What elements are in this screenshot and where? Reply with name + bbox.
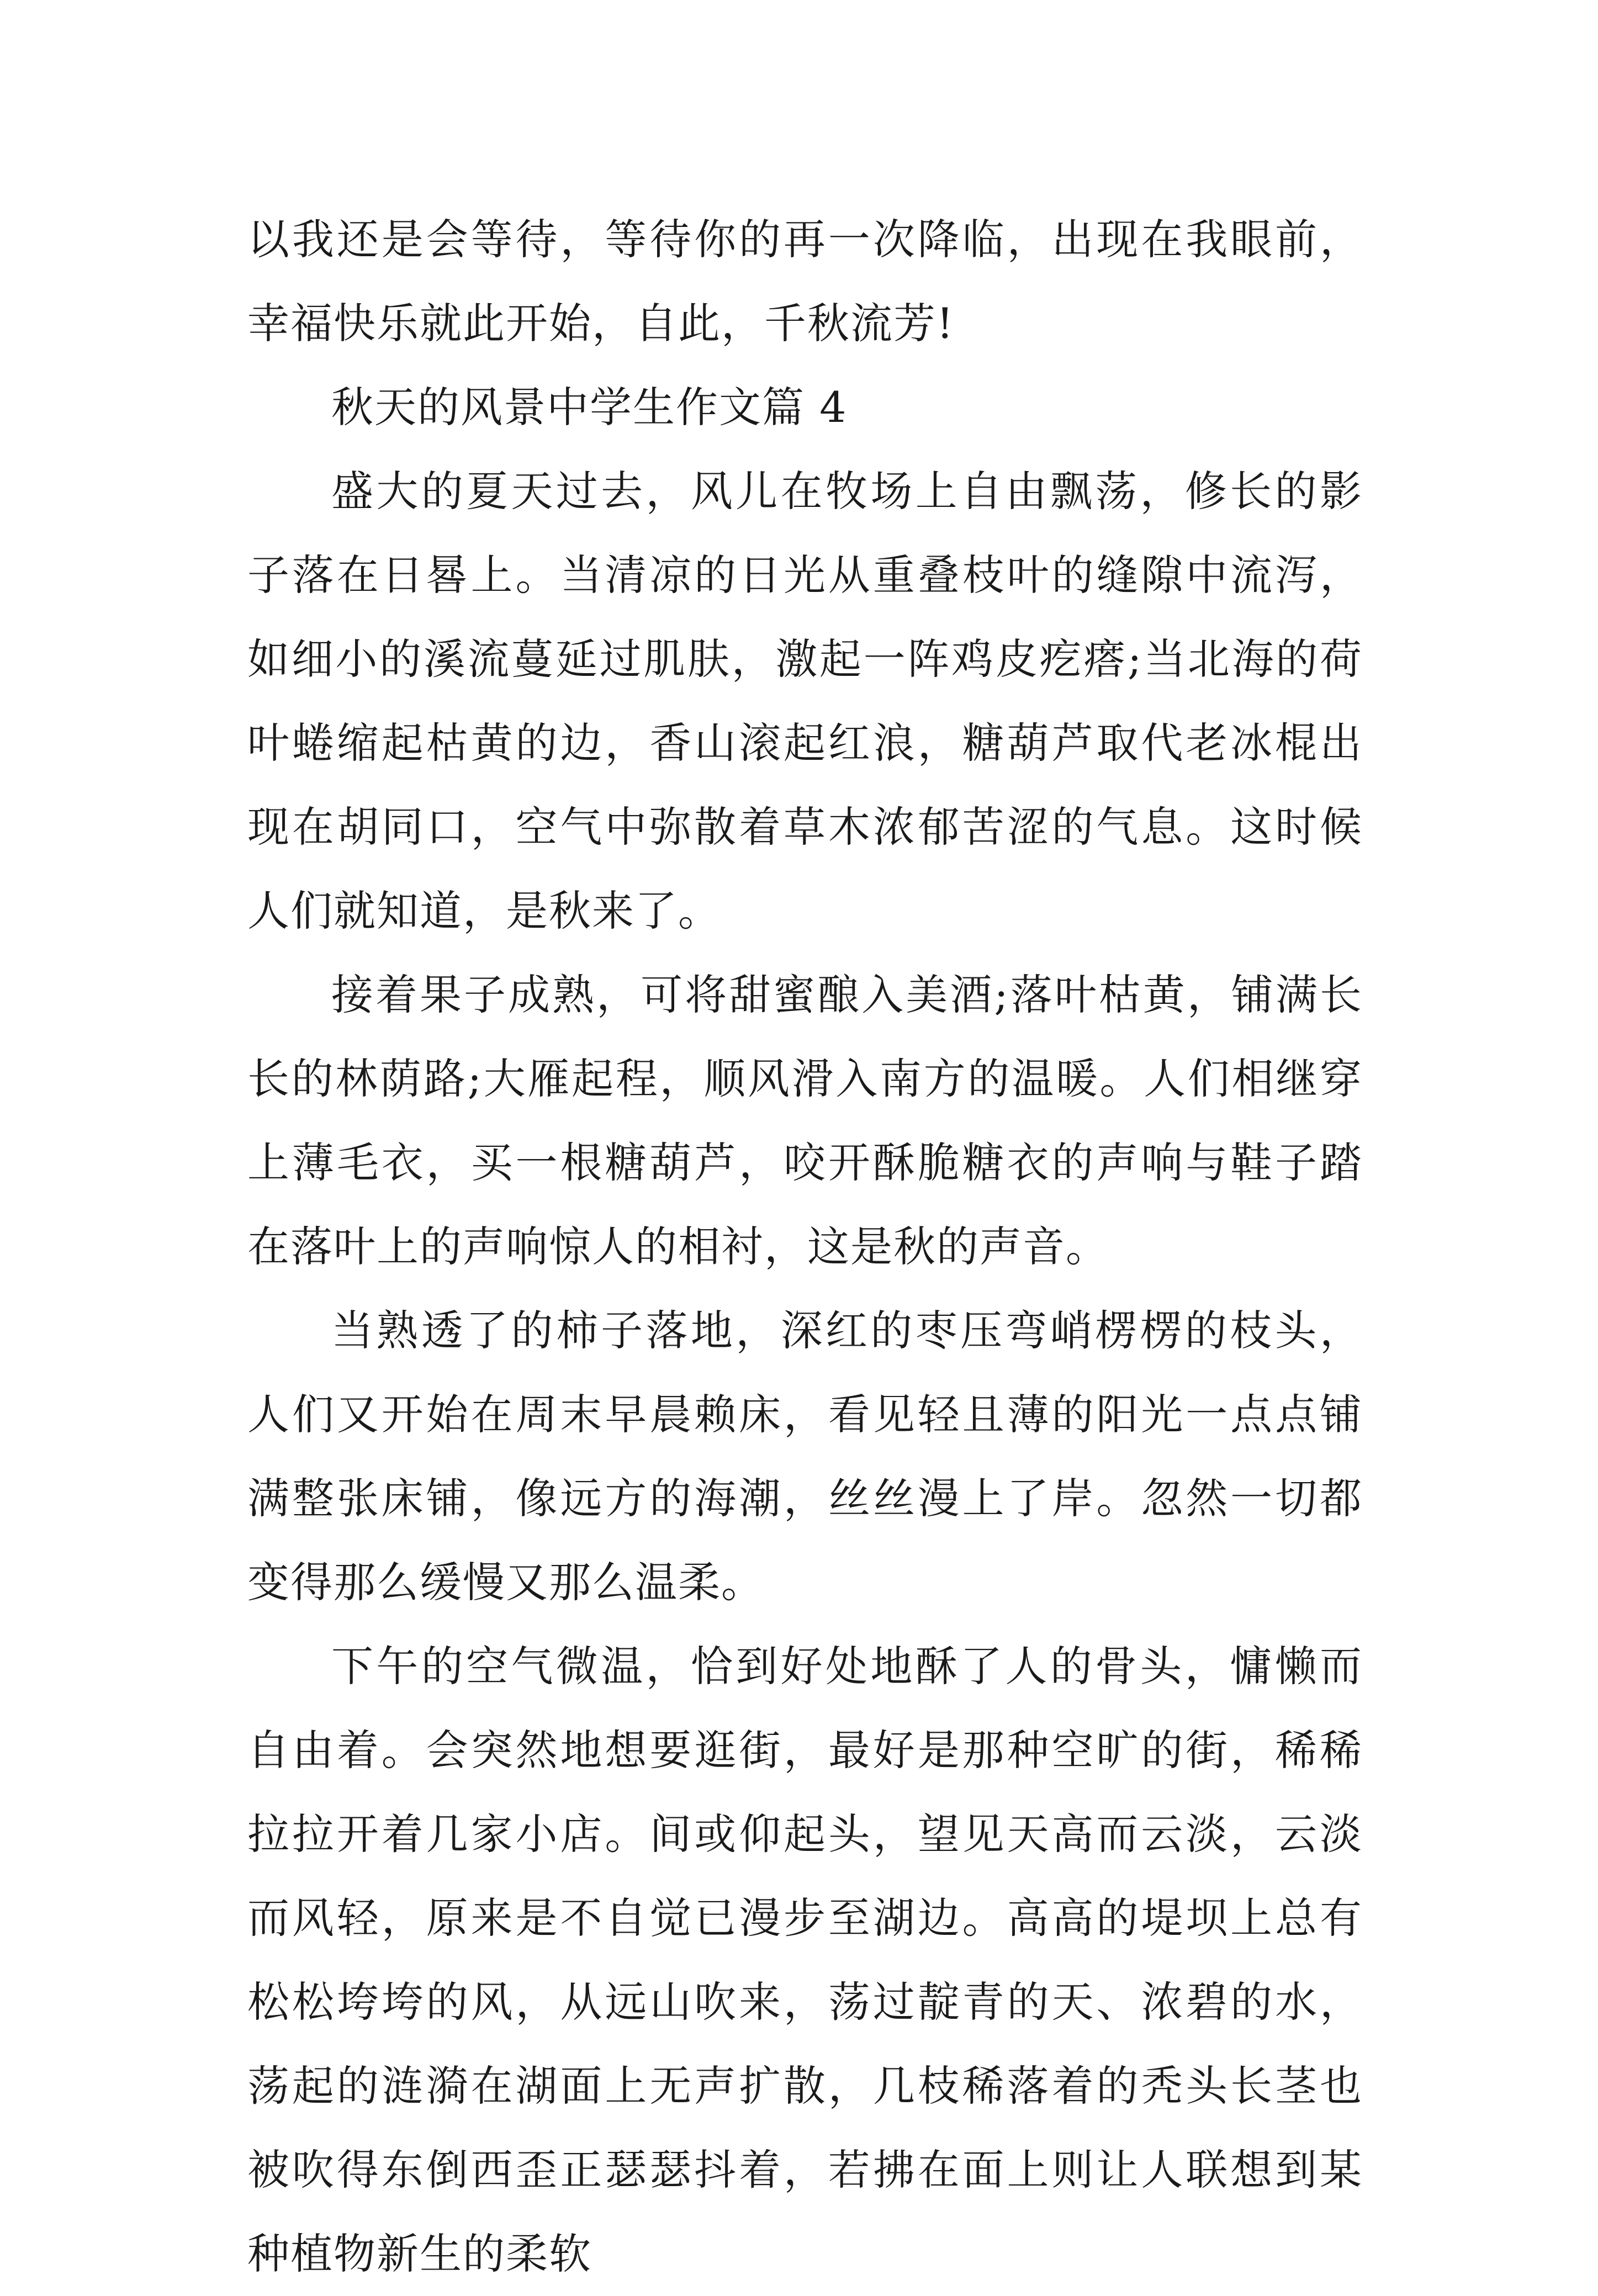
paragraph: 接着果子成熟，可将甜蜜酿入美酒;落叶枯黄，铺满长长的林荫路;大雁起程，顺风滑入南方的温暖。人们相继穿上薄毛衣，买一根糖葫芦，咬开酥脆糖衣的声响与鞋子踏在落叶上的声响惊人的相衬，这是秋的声音。: [247, 970, 1363, 1271]
paragraph-continuation: 以我还是会等待，等待你的再一次降临，出现在我眼前，幸福快乐就此开始，自此，千秋流芳!: [247, 215, 1363, 348]
paragraph: 盛大的夏天过去，风儿在牧场上自由飘荡，修长的影子落在日晷上。当清凉的日光从重叠枝叶的缝隙中流泻，如细小的溪流蔓延过肌肤，激起一阵鸡皮疙瘩;当北海的荷叶蜷缩起枯黄的边，香山滚起红浪，糖葫芦取代老冰棍出现在胡同口，空气中弥散着草木浓郁苦涩的气息。这时候人们就知道，是秋来了。: [247, 467, 1363, 935]
paragraph: 下午的空气微温，恰到好处地酥了人的骨头，慵懒而自由着。会突然地想要逛街，最好是那种空旷的街，稀稀拉拉开着几家小店。间或仰起头，望见天高而云淡，云淡而风轻，原来是不自觉已漫步至湖边。高高的堤坝上总有松松垮垮的风，从远山吹来，荡过靛青的天、浓碧的水，荡起的涟漪在湖面上无声扩散，几枝稀落着的秃头长茎也被吹得东倒西歪正瑟瑟抖着，若拂在面上则让人联想到某种植物新生的柔软: [247, 1642, 1363, 2278]
section-heading: 秋天的风景中学生作文篇 4: [331, 383, 848, 432]
paragraph: 当熟透了的柿子落地，深红的枣压弯峭楞楞的枝头，人们又开始在周末早晨赖床，看见轻且薄的阳光一点点铺满整张床铺，像远方的海潮，丝丝漫上了岸。忽然一切都变得那么缓慢又那么温柔。: [247, 1306, 1363, 1607]
document-body: [247, 198, 1363, 2296]
